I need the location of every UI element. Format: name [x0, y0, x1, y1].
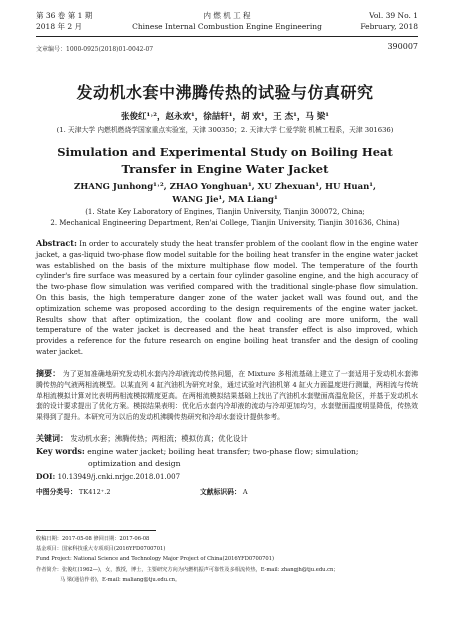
- footnote-author-bio: 作者简介：张俊红(1962—)，女，教授，博士，主要研究方向为内燃机振声可靠性及多相流传热，E-mail: zhangjh@tju.edu.cn；: [36, 567, 339, 573]
- title-chinese: 发动机水套中沸腾传热的试验与仿真研究: [76, 83, 374, 102]
- keywords-chinese-label: 关键词：: [36, 433, 68, 443]
- volume-en: Vol. 39 No. 1: [369, 11, 418, 20]
- authors-english: [0, 181, 450, 207]
- footnote-divider: [36, 530, 156, 531]
- doi-label: DOI:: [36, 472, 56, 481]
- keywords-english: [36, 445, 410, 470]
- classification-label: 中图分类号：: [36, 488, 77, 496]
- header-divider: [36, 36, 418, 37]
- classification: [36, 486, 111, 496]
- title-english-line1: Simulation and Experimental Study on Boiling Heat: [57, 145, 393, 159]
- authors-english-line1: ZHANG Junhong¹˒², ZHAO Yonghuan¹, XU Zhexuan¹, HU Huan¹,: [74, 182, 376, 192]
- document-id: 390007: [387, 42, 418, 51]
- document-code-value: A: [242, 488, 248, 496]
- affiliation-english: [0, 207, 450, 229]
- date-cn: 2018 年 2 月: [36, 22, 83, 31]
- affiliation-english-line1: (1. State Key Laboratory of Engines, Tianjin University, Tianjin 300072, China;: [85, 208, 365, 216]
- journal-name-en: Chinese Internal Combustion Engine Engineering: [132, 22, 322, 31]
- title-english-line2: Transfer in Engine Water Jacket: [121, 162, 329, 176]
- keywords-chinese-text: 发动机水套；沸腾传热；两相流；模拟仿真；优化设计: [70, 434, 248, 443]
- classification-number: TK412⁺.2: [78, 488, 111, 496]
- affiliation-chinese: (1. 天津大学 内燃机燃烧学国家重点实验室，天津 300350；2. 天津大学 仁爱学院 机械工程系，天津 301636): [56, 126, 394, 134]
- journal-name-cn: 内 燃 机 工 程: [203, 11, 251, 20]
- footnote-fund-cn: 基金项目：国家科技重大专项项目(2016YFD0700701): [36, 546, 166, 552]
- keywords-english-line2: optimization and design: [88, 459, 181, 468]
- running-header: [36, 10, 418, 42]
- footnote-dates: 收稿日期：2017-05-08 修回日期：2017-06-08: [36, 536, 150, 542]
- date-en: February, 2018: [360, 22, 418, 31]
- affiliation-english-line2: 2. Mechanical Engineering Department, Ren'ai College, Tianjin University, Tianjin 301636, China): [50, 219, 400, 227]
- abstract-chinese-label: 摘要：: [36, 368, 61, 378]
- authors-english-line2: WANG Jie¹, MA Liang¹: [172, 195, 278, 205]
- abstract-english-text: In order to accurately study the heat transfer problem of the coolant flow in the engine water jacket, a gas-liquid two-phase flow model suitable for the boiling heat transfer in the engine water jacket was established on the basis of the mixture multiphase flow model. The temperature of the fourth cylinder's fire surface was measured by a certain four cylinder gasoline engine, and the high accuracy of the two-phase flow simulation was verified compared with the traditional single-phase flow simulation. On this basis, the high temperature danger zone of the water jacket wall was found out, and the optimization scheme was proposed according to the design requirements of the engine water jacket. Results show that after optimization, the coolant flow and cooling are more uniform, the wall temperature of the water jacket is decreased and the heat transfer effect is also improved, which provides a reference for the future research on engine boiling heat transfer and the design of cooling water jacket.: [36, 239, 419, 356]
- document-code-label: 文献标识码：: [200, 488, 241, 496]
- keywords-english-line1: engine water jacket; boiling heat transfer; two-phase flow; simulation;: [87, 447, 359, 456]
- doi-link[interactable]: 10.13949/j.cnki.nrjgc.2018.01.007: [57, 473, 181, 481]
- title-english: [0, 144, 450, 178]
- abstract-chinese-text: 为了更加准确地研究发动机水套内冷却液流动传热问题，在 Mixture 多相流基础上建立了一套适用于发动机水套沸腾传热的气液两相流模型。以某直列 4 缸汽油机为研究对象，通过试验对汽油机第 4 缸火力面温度进行测量，两相流与传统单相流模拟计算对比表明两相流模拟精度更高。在两相流模拟结果基础上找出了汽油机水套壁面高温危险区，并基于发动机水套的设计要求提出了优化方案。模拟结果表明：优化后水套内冷却液的流动与冷却更加均匀，水套壁面温度明显降低，传热效果得到了提升。本研究可为以后的发动机沸腾传热研究和冷却水套设计提供参考。: [36, 370, 418, 422]
- abstract-english-label: Abstract:: [36, 238, 77, 248]
- issue-info-en: [360, 10, 418, 32]
- volume-cn: 第 36 卷 第 1 期: [36, 11, 93, 20]
- footnote-corresponding: 马 梁(通信作者)，E-mail: maliang@tju.edu.cn。: [60, 577, 181, 583]
- abstract-chinese: [36, 368, 418, 423]
- authors-chinese: 张俊红¹˒²，赵永欢¹，徐喆轩¹，胡 欢¹，王 杰¹，马 梁¹: [120, 112, 330, 122]
- abstract-english: [36, 238, 418, 358]
- article-number: 文章编号：1000-0925(2018)01-0042-07: [36, 46, 154, 53]
- document-code: [200, 486, 248, 496]
- keywords-chinese: [36, 433, 418, 444]
- footnote-fund-en: Fund Project: National Science and Technology Major Project of China(2016YFD0700701): [36, 556, 275, 562]
- keywords-english-label: Key words:: [36, 446, 85, 456]
- doi: [36, 472, 180, 481]
